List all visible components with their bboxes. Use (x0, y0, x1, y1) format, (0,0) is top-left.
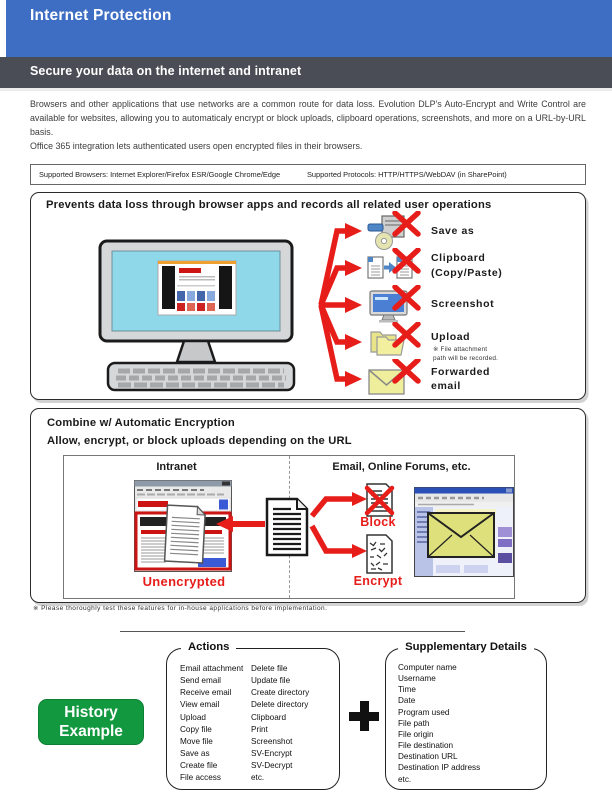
fanout-arrows (31, 193, 585, 399)
save-as-label: Save as (431, 225, 475, 237)
detail-item: File origin (398, 729, 434, 739)
action-item: Save as (180, 749, 210, 759)
details-title: Supplementary Details (398, 641, 534, 653)
clipboard-icon (367, 248, 421, 288)
intro-paragraph-1: Browsers and other applications that use networks are a common route for data loss. Evolution DLP's Auto-Encrypt and Write Control are available for websites, allowing you to automaticaly encrypt or block uploads, clipboard operations, screenshots, and more on a URL-by-URL basis. (30, 99, 586, 137)
detail-item: File destination (398, 741, 454, 751)
support-info-bar (30, 164, 586, 185)
action-item: Update file (251, 676, 291, 686)
encrypt-label: Encrypt (353, 574, 403, 588)
page-title: Internet Protection (30, 7, 172, 24)
action-item: Upload (180, 712, 206, 722)
actions-column-2 (251, 663, 309, 785)
subheader-title: Secure your data on the internet and intranet (30, 64, 302, 78)
screenshot-icon (367, 285, 421, 325)
internet-heading: Email, Online Forums, etc. (332, 461, 471, 473)
action-item: Email attachment (180, 664, 244, 673)
email-envelope-icon (367, 359, 421, 397)
detail-item: Time (398, 685, 416, 695)
detail-item: File path (398, 718, 430, 728)
supplementary-details-box (385, 641, 547, 790)
action-item: Receive email (180, 688, 232, 698)
forwarded-email-label-2: email (431, 380, 461, 392)
detail-item: Destination URL (398, 752, 458, 762)
forwarded-email-label-1: Forwarded (431, 366, 491, 378)
encryption-title-1: Combine w/ Automatic Encryption (47, 417, 235, 429)
upload-label: Upload (431, 331, 471, 343)
prevention-panel (30, 192, 586, 400)
save-as-icon (367, 211, 421, 251)
action-item: SV-Decrypt (251, 761, 293, 771)
clipboard-label-2: (Copy/Paste) (431, 267, 503, 279)
unencrypted-label: Unencrypted (142, 574, 226, 589)
detail-item: Date (398, 696, 416, 706)
action-item: Create file (180, 761, 218, 771)
action-item: Screenshot (251, 736, 293, 746)
action-item: Copy file (180, 724, 212, 734)
section-divider-line (120, 631, 465, 632)
detail-item: Program used (398, 707, 450, 717)
encryption-panel (30, 408, 586, 603)
intro-paragraph-2: Office 365 integration lets authenticated users open encrypted files in their browsers. (30, 140, 363, 151)
url-zones-box (63, 455, 515, 599)
detail-item: etc. (398, 774, 412, 784)
action-item: Create directory (251, 688, 310, 698)
block-label: Block (360, 515, 396, 529)
blocked-document-icon (362, 483, 396, 517)
footnote: ※ Please thoroughly test these features for in-house applications before implementation. (33, 605, 328, 612)
action-item: Clipboard (251, 712, 287, 722)
webmail-browser-illustration (414, 487, 514, 577)
action-item: Move file (180, 736, 213, 746)
intranet-heading: Intranet (156, 461, 197, 473)
actions-column-1 (180, 663, 243, 785)
action-item: Print (251, 724, 268, 734)
upload-note-2: path will be recorded. (433, 355, 499, 362)
action-item: File access (180, 773, 221, 783)
prevention-panel-title: Prevents data loss through browser apps and records all related user operations (46, 199, 492, 211)
actions-title: Actions (181, 641, 236, 653)
supported-protocols: Supported Protocols: HTTP/HTTPS/WebDAV (in SharePoint) (307, 170, 507, 179)
detail-item: Computer name (398, 663, 457, 672)
action-item: SV-Encrypt (251, 749, 292, 759)
supported-browsers: Supported Browsers: Internet Explorer/Firefox ESR/Google Chrome/Edge (39, 170, 281, 179)
details-column (398, 662, 480, 785)
plus-icon (349, 701, 379, 731)
screenshot-label: Screenshot (431, 298, 495, 310)
intro-text (30, 98, 586, 154)
detail-item: Destination IP address (398, 763, 481, 773)
upload-note-1: ※ File attachment (433, 346, 488, 353)
detail-item: Username (398, 674, 436, 684)
action-item: Send email (180, 676, 221, 686)
action-item: Delete directory (251, 700, 309, 710)
encrypted-document-icon (362, 534, 396, 574)
action-item: etc. (251, 773, 265, 783)
header-divider (0, 88, 612, 91)
history-example-badge (38, 699, 144, 745)
encryption-title-2: Allow, encrypt, or block uploads depending on the URL (47, 435, 352, 447)
history-badge-line-1: History (64, 703, 118, 721)
action-item: Delete file (251, 664, 288, 673)
clipboard-label-1: Clipboard (431, 252, 486, 264)
action-item: View email (180, 700, 220, 710)
upload-folder-icon (367, 322, 421, 362)
history-badge-line-2: Example (59, 723, 123, 740)
actions-list-box (166, 641, 340, 790)
